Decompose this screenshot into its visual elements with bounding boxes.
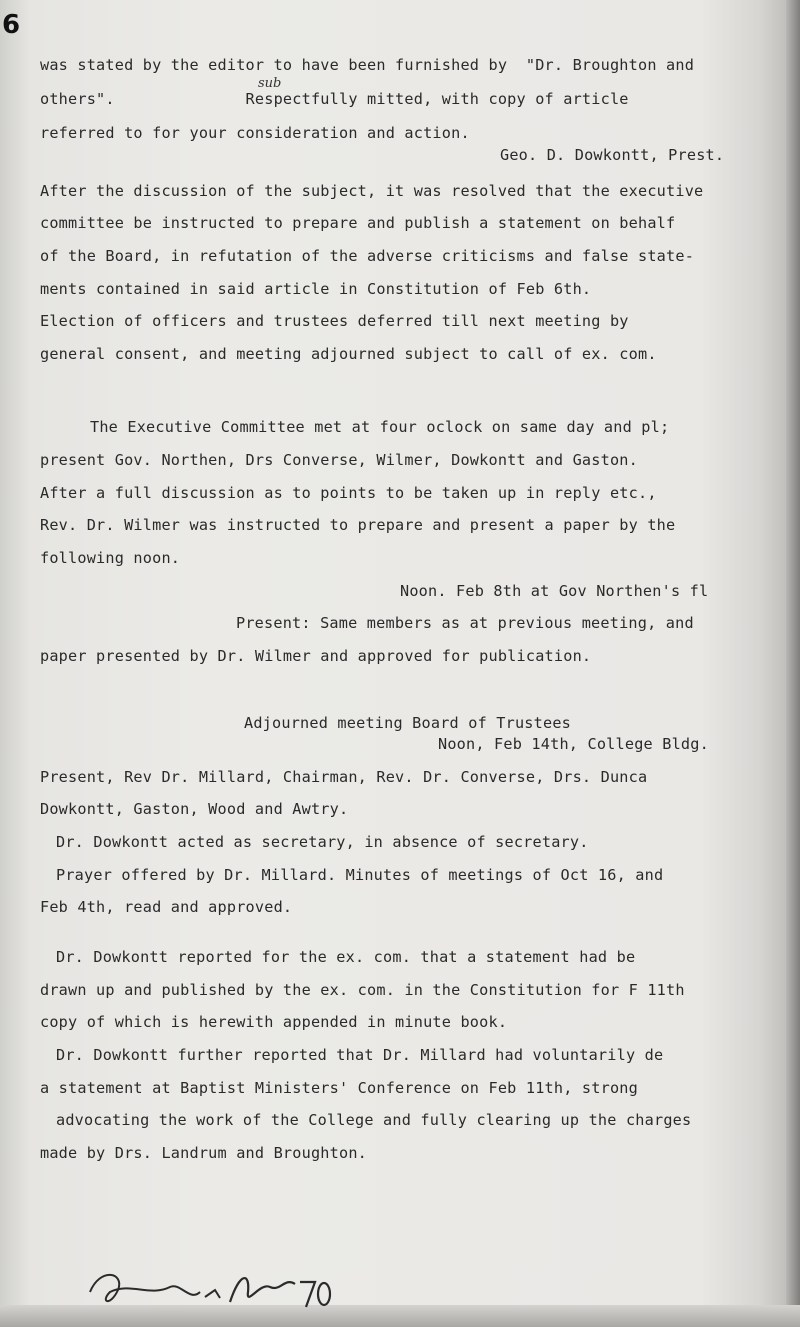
text-line: paper presented by Dr. Wilmer and approved for publication. <box>40 647 592 665</box>
text-line: a statement at Baptist Ministers' Conference on Feb 11th, strong <box>40 1079 638 1097</box>
text-line: following noon. <box>40 549 181 567</box>
text-line: Prayer offered by Dr. Millard. Minutes of meetings of Oct 16, and <box>56 866 664 884</box>
text-line: of the Board, in refutation of the adverse criticisms and false state- <box>40 247 695 265</box>
text-line: Dr. Dowkontt acted as secretary, in absence of secretary. <box>56 833 589 851</box>
text-line: copy of which is herewith appended in minute book. <box>40 1013 508 1031</box>
text-line: After a full discussion as to points to be taken up in reply etc., <box>40 484 657 502</box>
text-line: made by Drs. Landrum and Broughton. <box>40 1144 368 1162</box>
text-line: Present, Rev Dr. Millard, Chairman, Rev. Dr. Converse, Drs. Dunca <box>40 768 648 786</box>
signature-line: Geo. D. Dowkontt, Prest. <box>500 146 725 164</box>
text-line: The Executive Committee met at four oclock on same day and pl; <box>90 418 670 436</box>
page-number: 6 <box>2 10 21 40</box>
text-line: Dowkontt, Gaston, Wood and Awtry. <box>40 800 349 818</box>
text-line: Rev. Dr. Wilmer was instructed to prepare and present a paper by the <box>40 516 676 534</box>
page-edge-shadow <box>786 0 800 1327</box>
section-subheading: Noon, Feb 14th, College Bldg. <box>438 735 709 753</box>
section-heading: Adjourned meeting Board of Trustees <box>244 714 572 732</box>
text-line: Present: Same members as at previous meeting, and <box>236 614 694 632</box>
text-line: Dr. Dowkontt further reported that Dr. Millard had voluntarily de <box>56 1046 664 1064</box>
text-line: Noon. Feb 8th at Gov Northen's fl <box>400 582 709 600</box>
handwritten-signature <box>80 1262 340 1322</box>
text-line: drawn up and published by the ex. com. in the Constitution for F 11th <box>40 981 685 999</box>
text-line: present Gov. Northen, Drs Converse, Wilmer, Dowkontt and Gaston. <box>40 451 638 469</box>
text-line: Election of officers and trustees deferred till next meeting by <box>40 312 629 330</box>
text-line: general consent, and meeting adjourned subject to call of ex. com. <box>40 345 657 363</box>
text-line: was stated by the editor to have been furnished by "Dr. Broughton and <box>40 56 695 74</box>
text-line: referred to for your consideration and action. <box>40 124 470 142</box>
text-line: ments contained in said article in Constitution of Feb 6th. <box>40 280 592 298</box>
text-line: Feb 4th, read and approved. <box>40 898 293 916</box>
handwritten-insertion: sub <box>258 76 282 91</box>
text-line: others". Respectfully mitted, with copy of article <box>40 90 629 108</box>
text-line: After the discussion of the subject, it was resolved that the executive <box>40 182 704 200</box>
text-line: Dr. Dowkontt reported for the ex. com. that a statement had be <box>56 948 636 966</box>
text-line: committee be instructed to prepare and publish a statement on behalf <box>40 214 676 232</box>
text-line: advocating the work of the College and fully clearing up the charges <box>56 1111 692 1129</box>
